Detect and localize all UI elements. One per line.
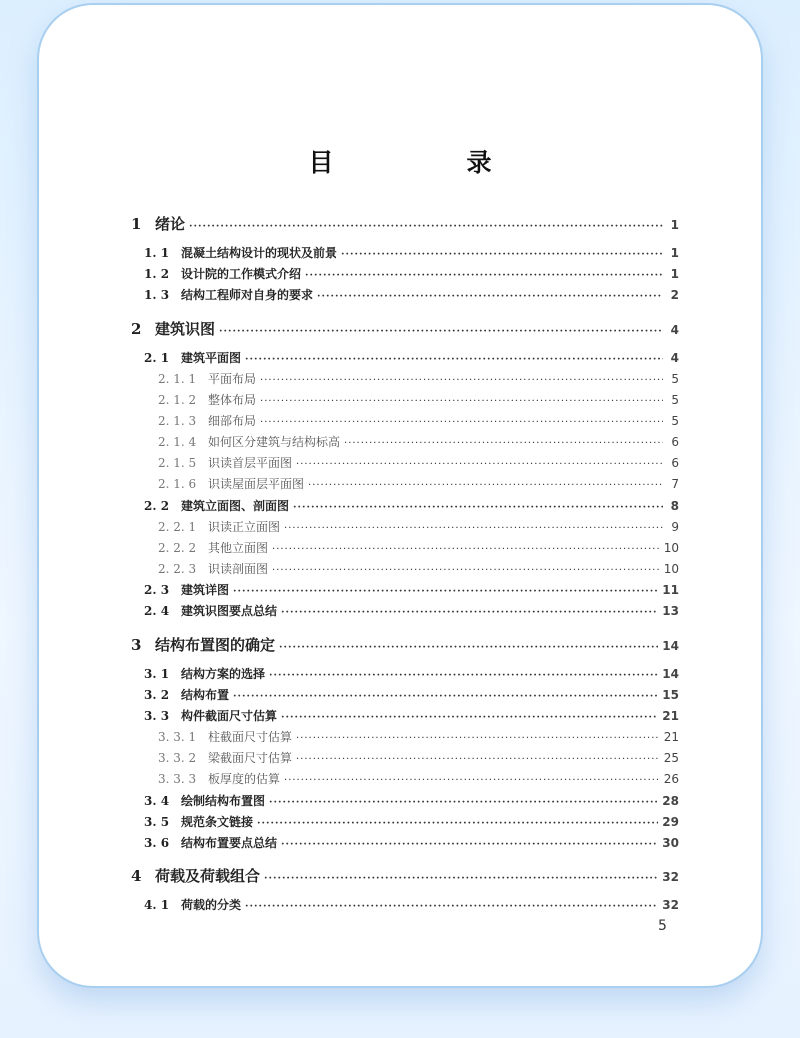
toc-entry-title: 柱截面尺寸估算 (208, 730, 293, 744)
toc-entry-number: 2. 1. 2 (158, 393, 197, 407)
toc-leader-dots (272, 565, 660, 576)
toc-leader-dots (296, 733, 660, 744)
toc-entry[interactable] (158, 518, 679, 535)
toc-entry[interactable] (158, 770, 679, 787)
toc-leader-dots (296, 459, 663, 470)
toc-leader-dots (260, 396, 663, 407)
toc-leader-dots (245, 354, 663, 365)
toc-entry-title: 构件截面尺寸估算 (181, 709, 278, 723)
toc-entry-title: 设计院的工作模式介绍 (181, 267, 302, 281)
toc-entry[interactable] (131, 213, 679, 234)
toc-entry-number: 3. 5 (144, 815, 170, 829)
toc-entry-page: 29 (662, 815, 679, 829)
toc-entry[interactable] (144, 792, 679, 809)
toc-entry[interactable] (158, 412, 679, 429)
toc-entry-title: 结构布置要点总结 (181, 836, 278, 850)
toc-leader-dots (341, 249, 663, 260)
toc-entry[interactable] (158, 370, 679, 387)
toc-entry-title: 结构布置图的确定 (155, 636, 276, 654)
toc-leader-dots (305, 270, 663, 281)
toc-entry-number: 2. 2. 2 (158, 541, 197, 555)
toc-entry-page: 1 (670, 267, 679, 281)
toc-entry-page: 13 (662, 604, 679, 618)
toc-entry-page: 15 (662, 688, 679, 702)
toc-entry-title: 识读首层平面图 (208, 456, 293, 470)
toc-entry-page: 26 (663, 772, 679, 786)
toc-entry-number: 4. 1 (144, 898, 170, 912)
toc-entry-page: 32 (662, 870, 679, 884)
toc-entry[interactable] (144, 834, 679, 851)
toc-entry-page: 1 (670, 246, 679, 260)
toc-entry-title: 建筑详图 (181, 583, 230, 597)
toc-entry[interactable] (144, 581, 679, 598)
toc-entry-title: 细部布局 (208, 414, 257, 428)
toc-entry-page: 9 (671, 520, 679, 534)
toc-entry-number: 3. 3. 1 (158, 730, 197, 744)
toc-entry[interactable] (144, 813, 679, 830)
toc-entry-number: 2. 1. 3 (158, 414, 197, 428)
toc-entry-number: 2. 1. 5 (158, 456, 197, 470)
toc-leader-dots (317, 291, 663, 302)
toc-leader-dots (284, 775, 660, 786)
toc-entry-title: 梁截面尺寸估算 (208, 751, 293, 765)
toc-entry-page: 5 (671, 372, 679, 386)
toc-entry-title: 荷载的分类 (181, 898, 242, 912)
toc-entry[interactable] (144, 265, 679, 282)
toc-entry-title: 建筑平面图 (181, 351, 242, 365)
toc-entry-page: 2 (670, 288, 679, 302)
toc-leader-dots (293, 502, 663, 513)
toc-entry[interactable] (144, 602, 679, 619)
toc-entry[interactable] (131, 318, 679, 339)
toc-entry[interactable] (131, 634, 679, 655)
toc-entry-number: 3. 3 (144, 709, 170, 723)
toc-leader-dots (233, 586, 658, 597)
toc-entry-title: 建筑立面图、剖面图 (181, 499, 290, 513)
toc-entry-page: 28 (662, 794, 679, 808)
toc-entry-title: 识读正立面图 (208, 520, 281, 534)
toc-entry-title: 结构工程师对自身的要求 (181, 288, 314, 302)
toc-leader-dots (269, 797, 658, 808)
toc-leader-dots (281, 607, 658, 618)
toc-leader-dots (260, 417, 663, 428)
toc-entry-number: 3. 3. 2 (158, 751, 197, 765)
toc-entry-page: 6 (671, 435, 679, 449)
toc-entry-title: 如何区分建筑与结构标高 (208, 435, 341, 449)
toc-entry-page: 6 (671, 456, 679, 470)
toc-entry-title: 混凝土结构设计的现状及前景 (181, 246, 338, 260)
toc-entry-page: 21 (662, 709, 679, 723)
toc-entry-number: 3. 6 (144, 836, 170, 850)
toc-entry-page: 4 (670, 323, 679, 337)
toc-entry-number: 2. 3 (144, 583, 170, 597)
toc-entry-page: 10 (663, 562, 679, 576)
toc-entry-number: 2. 2. 1 (158, 520, 197, 534)
toc-entry[interactable] (144, 686, 679, 703)
toc-entry-page: 5 (671, 414, 679, 428)
toc-entry-title: 整体布局 (208, 393, 257, 407)
toc-entry[interactable] (144, 349, 679, 366)
toc-leader-dots (269, 670, 658, 681)
toc-entry-title: 平面布局 (208, 372, 257, 386)
toc-entry[interactable] (158, 749, 679, 766)
toc-entry[interactable] (158, 454, 679, 471)
toc-leader-dots (189, 221, 663, 232)
toc-entry[interactable] (158, 433, 679, 450)
toc-leader-dots (245, 901, 658, 912)
toc-leader-dots (260, 375, 663, 386)
toc-entry[interactable] (144, 665, 679, 682)
toc-entry-number: 2. 1. 1 (158, 372, 197, 386)
toc-entry-page: 14 (662, 639, 679, 653)
toc-leader-dots (233, 691, 658, 702)
toc-entry-title: 规范条文链接 (181, 815, 254, 829)
toc-entry-title: 板厚度的估算 (208, 772, 281, 786)
toc-entry-number: 3 (131, 636, 142, 654)
toc-entry-title: 建筑识图要点总结 (181, 604, 278, 618)
toc-leader-dots (344, 438, 663, 449)
toc-entry-title: 结构方案的选择 (181, 667, 266, 681)
toc-entry[interactable] (158, 539, 679, 556)
toc-entry-title: 绘制结构布置图 (181, 794, 266, 808)
toc-entry[interactable] (144, 244, 679, 261)
toc-leader-dots (308, 480, 663, 491)
toc-leader-dots (284, 523, 663, 534)
toc-entry-number: 3. 1 (144, 667, 170, 681)
toc-entry-page: 1 (670, 218, 679, 232)
page-number: 5 (658, 918, 667, 934)
toc-entry-number: 2. 1. 6 (158, 477, 197, 491)
toc-entry-title: 识读剖面图 (208, 562, 269, 576)
toc-entry-number: 1 (131, 215, 142, 233)
toc-entry-number: 2. 2. 3 (158, 562, 197, 576)
toc-entry-page: 14 (662, 667, 679, 681)
toc-entry[interactable] (131, 865, 679, 886)
toc-entry[interactable] (144, 707, 679, 724)
toc-entry-page: 5 (671, 393, 679, 407)
toc-leader-dots (272, 544, 660, 555)
toc-leader-dots (257, 818, 658, 829)
toc-entry-page: 30 (662, 836, 679, 850)
toc-entry-page: 8 (670, 499, 679, 513)
toc-entry[interactable] (144, 286, 679, 303)
toc-entry-number: 1. 3 (144, 288, 170, 302)
toc-leader-dots (264, 873, 658, 884)
toc-entry-number: 3. 4 (144, 794, 170, 808)
toc-entry-number: 3. 2 (144, 688, 170, 702)
toc-entry[interactable] (158, 728, 679, 745)
toc-entry-title: 其他立面图 (208, 541, 269, 555)
toc-entry-number: 2. 4 (144, 604, 170, 618)
toc-entry-title: 荷载及荷载组合 (155, 867, 261, 885)
toc-entry-title: 建筑识图 (155, 320, 216, 338)
toc-leader-dots (281, 839, 658, 850)
toc-leader-dots (281, 712, 658, 723)
toc-entry-page: 10 (663, 541, 679, 555)
toc-leader-dots (296, 754, 660, 765)
toc-leader-dots (219, 326, 663, 337)
toc-entry-number: 2 (131, 320, 142, 338)
toc-entry-page: 25 (663, 751, 679, 765)
toc-entry-page: 7 (671, 477, 679, 491)
toc-entry-page: 4 (670, 351, 679, 365)
toc-entry[interactable] (158, 560, 679, 577)
toc-entry[interactable] (144, 896, 679, 913)
toc-leader-dots (279, 642, 658, 653)
toc-entry-title: 绪论 (155, 215, 186, 233)
toc-entry-number: 2. 2 (144, 499, 170, 513)
toc-entry-number: 1. 2 (144, 267, 170, 281)
toc-entry-number: 3. 3. 3 (158, 772, 197, 786)
toc-entry-number: 2. 1 (144, 351, 170, 365)
toc-entry-page: 21 (663, 730, 679, 744)
toc-entry-number: 1. 1 (144, 246, 170, 260)
toc-title: 目 录 (308, 148, 546, 177)
toc-entry[interactable] (144, 497, 679, 514)
toc-entry[interactable] (158, 475, 679, 492)
toc-entry[interactable] (158, 391, 679, 408)
toc-entry-page: 32 (662, 898, 679, 912)
toc-entry-number: 4 (131, 867, 142, 885)
toc-entry-title: 识读屋面层平面图 (208, 477, 305, 491)
toc-entry-page: 11 (662, 583, 679, 597)
toc-entry-title: 结构布置 (181, 688, 230, 702)
toc-entry-number: 2. 1. 4 (158, 435, 197, 449)
